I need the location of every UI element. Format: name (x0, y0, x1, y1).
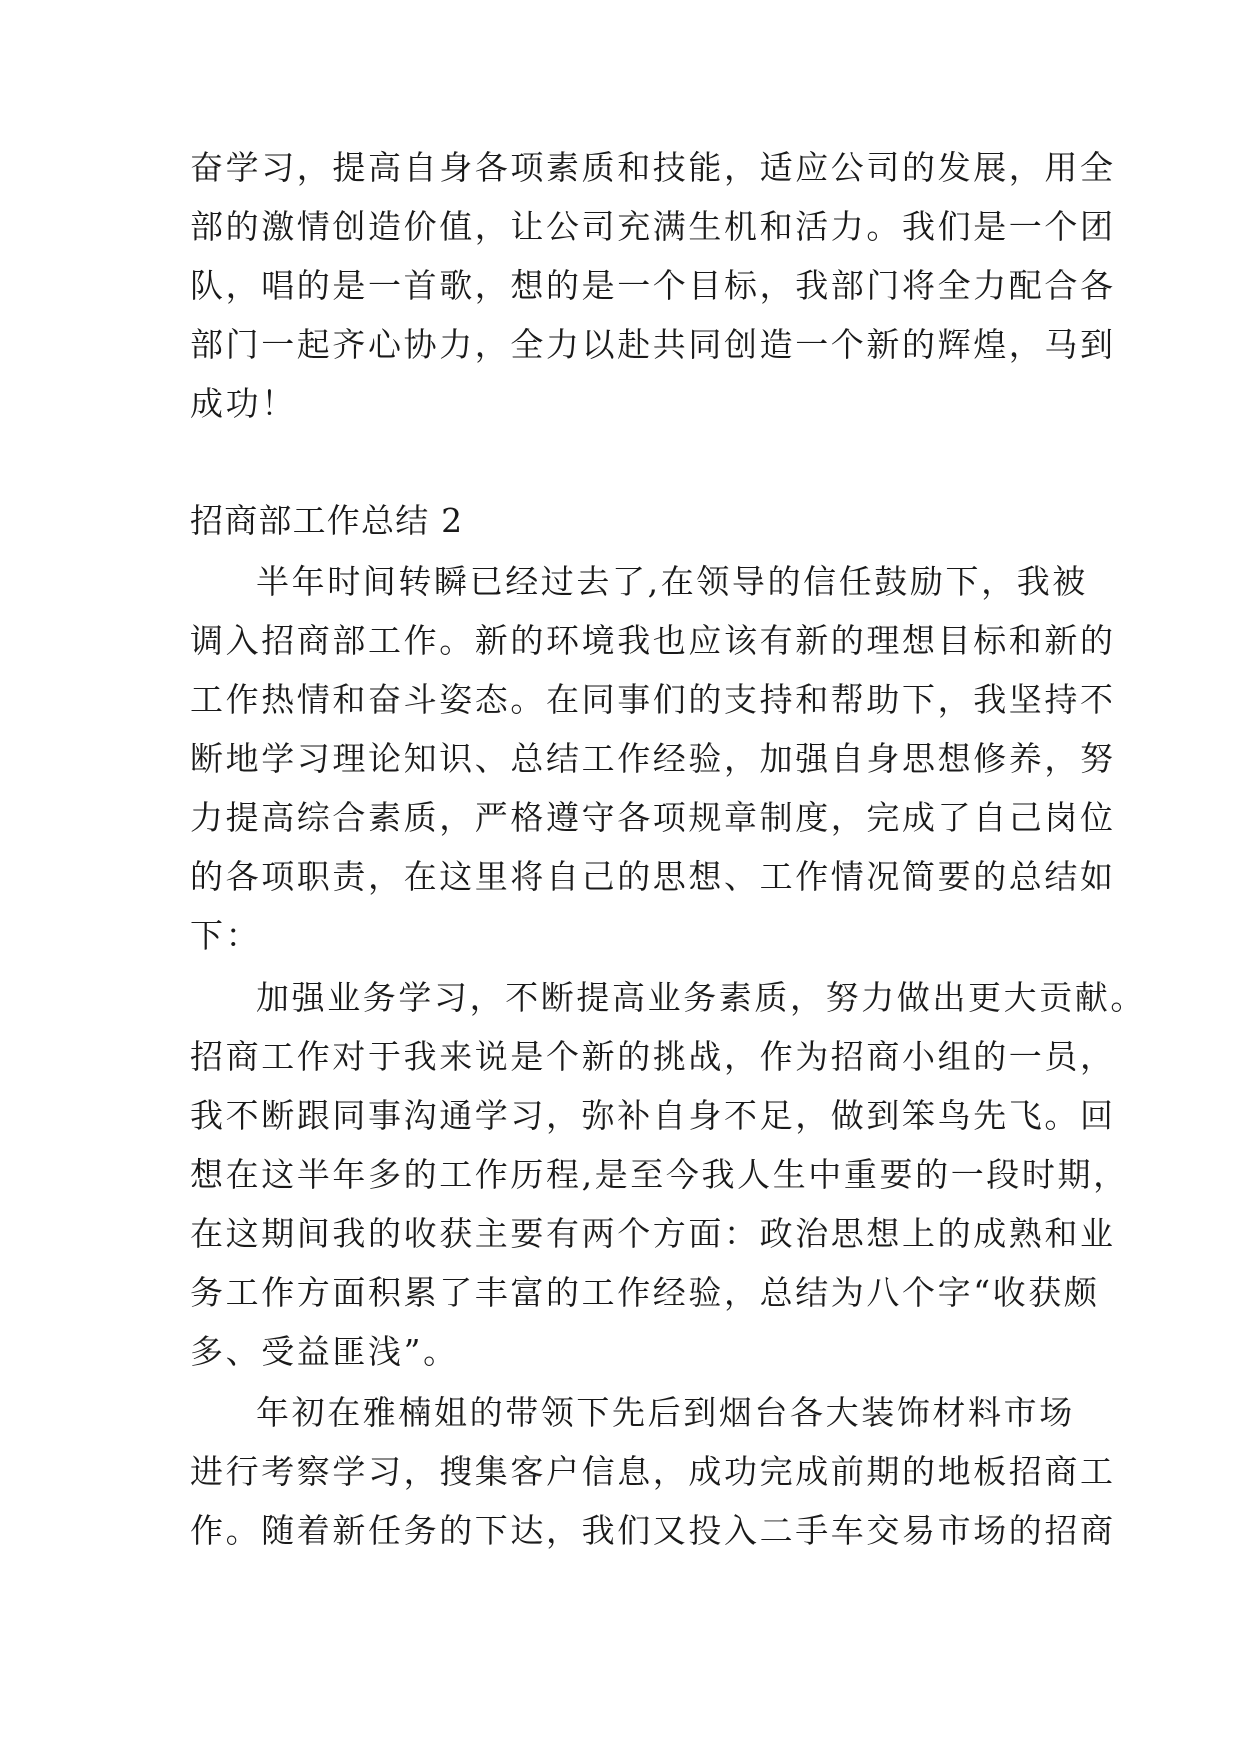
paragraph-line: 下： (190, 916, 262, 955)
paragraph-line: 半年时间转瞬已经过去了,在领导的信任鼓励下，我被 (256, 562, 1088, 601)
paragraph-line: 我不断跟同事沟通学习，弥补自身不足，做到笨鸟先飞。回 (190, 1096, 1116, 1135)
intro-line: 奋学习，提高自身各项素质和技能，适应公司的发展，用全 (190, 148, 1116, 187)
intro-line: 成功！ (190, 384, 297, 423)
paragraph-line: 招商工作对于我来说是个新的挑战，作为招商小组的一员， (190, 1037, 1116, 1076)
paragraph-line: 力提高综合素质，严格遵守各项规章制度，完成了自己岗位 (190, 798, 1116, 837)
paragraph-line: 在这期间我的收获主要有两个方面：政治思想上的成熟和业 (190, 1214, 1116, 1253)
paragraph-line: 工作热情和奋斗姿态。在同事们的支持和帮助下，我坚持不 (190, 680, 1116, 719)
paragraph-line: 调入招商部工作。新的环境我也应该有新的理想目标和新的 (190, 621, 1116, 660)
section-heading: 招商部工作总结 2 (190, 501, 464, 540)
paragraph-line: 务工作方面积累了丰富的工作经验，总结为八个字“收获颇 (190, 1273, 1100, 1312)
paragraph-line: 作。随着新任务的下达，我们又投入二手车交易市场的招商 (190, 1511, 1116, 1550)
intro-line: 队，唱的是一首歌，想的是一个目标，我部门将全力配合各 (190, 266, 1116, 305)
intro-line: 部门一起齐心协力，全力以赴共同创造一个新的辉煌，马到 (190, 325, 1116, 364)
intro-line: 部的激情创造价值，让公司充满生机和活力。我们是一个团 (190, 207, 1116, 246)
paragraph-line: 加强业务学习，不断提高业务素质，努力做出更大贡献。 (256, 978, 1146, 1017)
paragraph-line: 的各项职责，在这里将自己的思想、工作情况简要的总结如 (190, 857, 1116, 896)
paragraph-line: 多、受益匪浅”。 (190, 1332, 459, 1371)
paragraph-line: 断地学习理论知识、总结工作经验，加强自身思想修养，努 (190, 739, 1116, 778)
paragraph-line: 进行考察学习，搜集客户信息，成功完成前期的地板招商工 (190, 1452, 1116, 1491)
paragraph-line: 想在这半年多的工作历程,是至今我人生中重要的一段时期， (190, 1155, 1129, 1194)
paragraph-line: 年初在雅楠姐的带领下先后到烟台各大装饰材料市场 (256, 1393, 1075, 1432)
